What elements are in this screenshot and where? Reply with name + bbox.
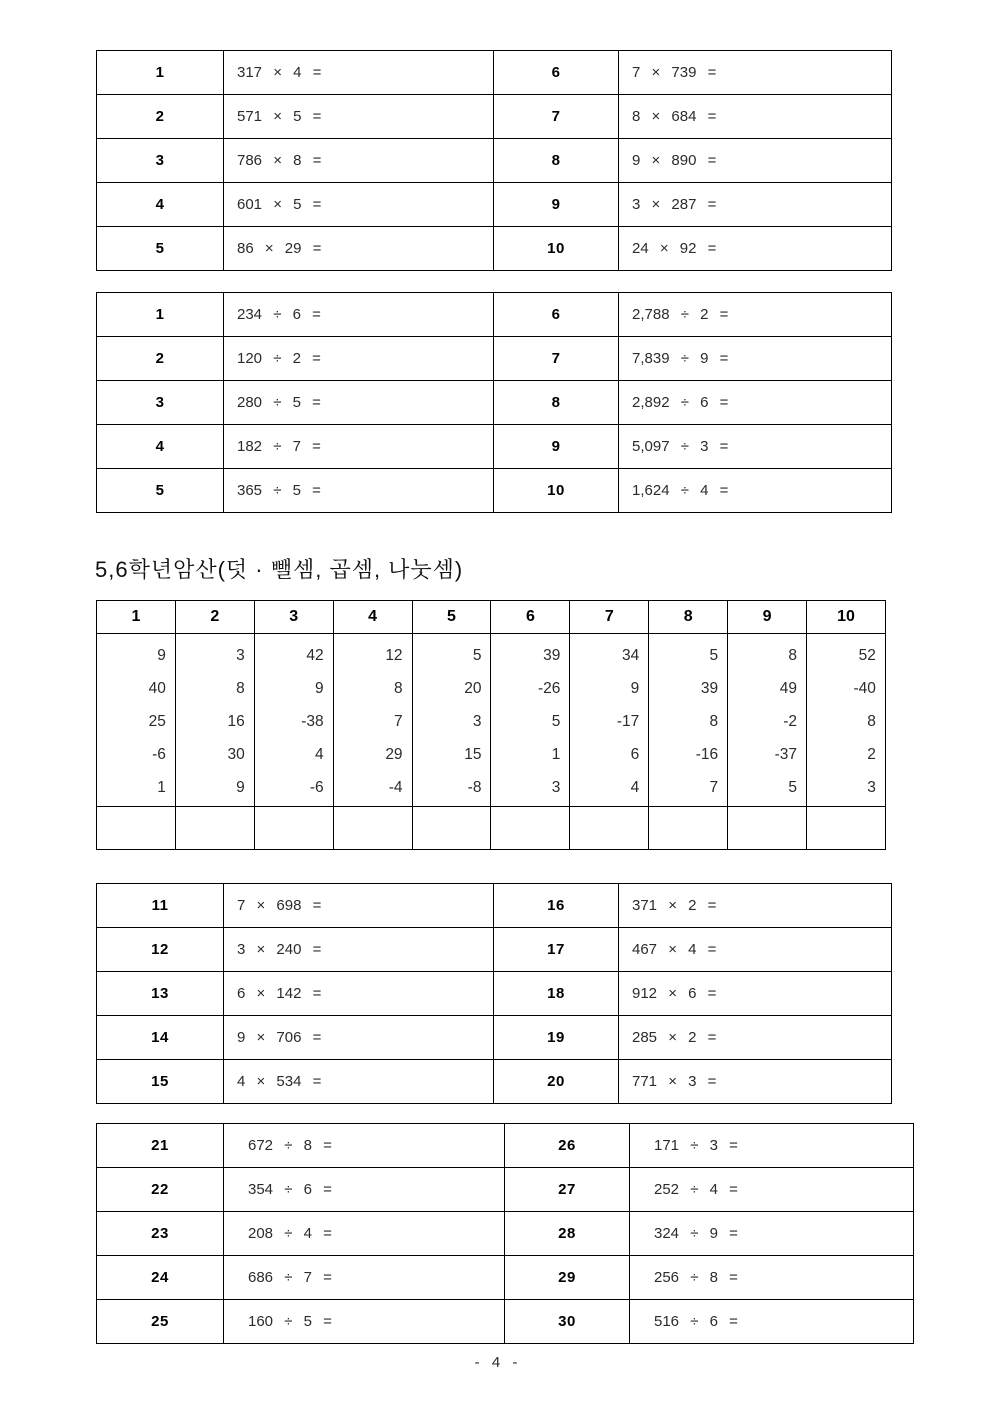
problem-row	[97, 381, 892, 425]
problem-text: 160 ÷ 5 =	[224, 1300, 505, 1344]
grid-column-header: 7	[570, 601, 649, 634]
problem-row	[97, 972, 892, 1016]
grid-number: 39	[700, 680, 719, 697]
grid-number: 5	[551, 713, 561, 730]
problem-text: 354 ÷ 6 =	[224, 1168, 505, 1212]
problem-number: 20	[494, 1060, 619, 1104]
problem-row	[97, 1060, 892, 1104]
problem-text: 7 × 698 =	[224, 884, 494, 928]
grid-number: 1	[157, 779, 166, 796]
problem-row	[97, 1016, 892, 1060]
problem-text: 9 × 706 =	[224, 1016, 494, 1060]
problem-text: 672 ÷ 8 =	[224, 1124, 505, 1168]
grid-number: 39	[543, 647, 561, 664]
problem-number: 11	[97, 884, 224, 928]
problem-text: 256 ÷ 8 =	[630, 1256, 914, 1300]
problem-number: 9	[494, 183, 619, 227]
problem-text: 571 × 5 =	[224, 95, 494, 139]
problem-number: 24	[97, 1256, 224, 1300]
problem-number: 21	[97, 1124, 224, 1168]
grid-number-cell	[412, 634, 491, 807]
problem-number: 6	[494, 51, 619, 95]
problem-row	[97, 139, 892, 183]
grid-number: 49	[779, 680, 798, 697]
grid-column-header: 10	[807, 601, 886, 634]
problem-text: 7,839 ÷ 9 =	[619, 337, 892, 381]
grid-number: 7	[709, 779, 719, 796]
problem-number: 22	[97, 1168, 224, 1212]
problem-row	[97, 1168, 914, 1212]
grid-number: 42	[306, 647, 324, 664]
multiplication-table-11-20	[96, 883, 892, 1104]
problem-row	[97, 51, 892, 95]
grid-number: 25	[148, 713, 166, 730]
grid-number-cell	[570, 634, 649, 807]
mental-math-grid	[96, 600, 886, 850]
problem-text: 1,624 ÷ 4 =	[619, 469, 892, 513]
grid-number: -26	[537, 680, 561, 697]
problem-number: 1	[97, 51, 224, 95]
grid-number: 12	[385, 647, 403, 664]
grid-answer-cell	[97, 807, 176, 850]
grid-number: 52	[858, 647, 876, 664]
grid-number: 9	[630, 680, 640, 697]
division-table-1-10	[96, 292, 892, 513]
grid-number: 5	[788, 779, 798, 796]
problem-text: 3 × 287 =	[619, 183, 892, 227]
grid-number: 20	[464, 680, 482, 697]
problem-text: 365 ÷ 5 =	[224, 469, 494, 513]
grid-number: 34	[621, 647, 640, 664]
problem-text: 601 × 5 =	[224, 183, 494, 227]
problem-number: 26	[505, 1124, 630, 1168]
problem-row	[97, 469, 892, 513]
grid-number: -17	[616, 713, 640, 730]
grid-number: 1	[551, 746, 561, 763]
problem-text: 9 × 890 =	[619, 139, 892, 183]
problem-number: 10	[494, 227, 619, 271]
grid-column-header: 2	[175, 601, 254, 634]
grid-number: 6	[630, 746, 640, 763]
problem-text: 285 × 2 =	[619, 1016, 892, 1060]
grid-number: 9	[157, 647, 166, 664]
grid-number: 15	[464, 746, 482, 763]
grid-number: -4	[388, 779, 403, 796]
grid-number: 3	[867, 779, 876, 796]
grid-number: -2	[783, 713, 798, 730]
problem-text: 371 × 2 =	[619, 884, 892, 928]
page-number: - 4 -	[474, 1354, 518, 1371]
grid-numbers-row	[97, 634, 886, 807]
problem-row	[97, 337, 892, 381]
problem-number: 10	[494, 469, 619, 513]
problem-row	[97, 1212, 914, 1256]
section-heading: 5,6학년암산(덧 · 뺄셈, 곱셈, 나눗셈)	[95, 557, 464, 582]
problem-number: 15	[97, 1060, 224, 1104]
grid-number: 40	[148, 680, 166, 697]
multiplication-table-1-10	[96, 50, 892, 271]
grid-number: 9	[236, 779, 245, 796]
grid-number: -16	[695, 746, 719, 763]
problem-number: 2	[97, 95, 224, 139]
grid-answer-cell	[412, 807, 491, 850]
grid-number: -6	[152, 746, 166, 763]
problem-number: 6	[494, 293, 619, 337]
grid-answer-cell	[649, 807, 728, 850]
problem-number: 17	[494, 928, 619, 972]
problem-text: 86 × 29 =	[224, 227, 494, 271]
grid-answer-cell	[491, 807, 570, 850]
problem-number: 1	[97, 293, 224, 337]
problem-text: 8 × 684 =	[619, 95, 892, 139]
problem-number: 16	[494, 884, 619, 928]
problem-row	[97, 1124, 914, 1168]
problem-row	[97, 928, 892, 972]
grid-number: -8	[467, 779, 482, 796]
problem-row	[97, 183, 892, 227]
grid-number: -6	[309, 779, 324, 796]
grid-answer-cell	[254, 807, 333, 850]
problem-text: 280 ÷ 5 =	[224, 381, 494, 425]
problem-text: 234 ÷ 6 =	[224, 293, 494, 337]
problem-text: 208 ÷ 4 =	[224, 1212, 505, 1256]
grid-number: 8	[788, 647, 798, 664]
problem-number: 4	[97, 183, 224, 227]
grid-number: 30	[227, 746, 245, 763]
problem-text: 3 × 240 =	[224, 928, 494, 972]
problem-number: 8	[494, 381, 619, 425]
problem-number: 3	[97, 381, 224, 425]
grid-number: 2	[867, 746, 876, 763]
grid-number: 3	[472, 713, 482, 730]
problem-number: 28	[505, 1212, 630, 1256]
grid-number: 3	[236, 647, 245, 664]
grid-answer-row	[97, 807, 886, 850]
problem-number: 30	[505, 1300, 630, 1344]
grid-column-header: 4	[333, 601, 412, 634]
problem-text: 516 ÷ 6 =	[630, 1300, 914, 1344]
grid-column-header: 1	[97, 601, 176, 634]
problem-number: 12	[97, 928, 224, 972]
problem-text: 24 × 92 =	[619, 227, 892, 271]
problem-text: 912 × 6 =	[619, 972, 892, 1016]
grid-number: -37	[774, 746, 798, 763]
grid-number: 4	[630, 779, 640, 796]
grid-column-header: 3	[254, 601, 333, 634]
grid-number: 4	[315, 746, 324, 763]
grid-answer-cell	[175, 807, 254, 850]
problem-text: 171 ÷ 3 =	[630, 1124, 914, 1168]
problem-number: 13	[97, 972, 224, 1016]
grid-number: 8	[867, 713, 876, 730]
problem-text: 324 ÷ 9 =	[630, 1212, 914, 1256]
grid-number-cell	[649, 634, 728, 807]
grid-number: -40	[853, 680, 876, 697]
problem-text: 686 ÷ 7 =	[224, 1256, 505, 1300]
grid-answer-cell	[570, 807, 649, 850]
problem-number: 25	[97, 1300, 224, 1344]
problem-number: 23	[97, 1212, 224, 1256]
grid-number: 9	[315, 680, 324, 697]
grid-number-cell	[254, 634, 333, 807]
problem-text: 7 × 739 =	[619, 51, 892, 95]
grid-column-header: 8	[649, 601, 728, 634]
grid-number: 8	[709, 713, 719, 730]
problem-text: 786 × 8 =	[224, 139, 494, 183]
grid-answer-cell	[333, 807, 412, 850]
problem-number: 3	[97, 139, 224, 183]
problem-number: 7	[494, 95, 619, 139]
problem-number: 19	[494, 1016, 619, 1060]
grid-number-cell	[175, 634, 254, 807]
problem-number: 7	[494, 337, 619, 381]
grid-answer-cell	[807, 807, 886, 850]
grid-number: 16	[227, 713, 245, 730]
grid-number-cell	[97, 634, 176, 807]
problem-row	[97, 95, 892, 139]
grid-column-header: 6	[491, 601, 570, 634]
division-table-21-30	[96, 1123, 914, 1344]
problem-number: 29	[505, 1256, 630, 1300]
grid-number-cell	[333, 634, 412, 807]
grid-number-cell	[491, 634, 570, 807]
problem-row	[97, 425, 892, 469]
problem-text: 5,097 ÷ 3 =	[619, 425, 892, 469]
problem-number: 14	[97, 1016, 224, 1060]
grid-column-header: 9	[728, 601, 807, 634]
problem-row	[97, 1256, 914, 1300]
problem-number: 5	[97, 227, 224, 271]
problem-text: 4 × 534 =	[224, 1060, 494, 1104]
problem-row	[97, 293, 892, 337]
problem-text: 2,892 ÷ 6 =	[619, 381, 892, 425]
grid-column-header: 5	[412, 601, 491, 634]
problem-number: 8	[494, 139, 619, 183]
problem-text: 252 ÷ 4 =	[630, 1168, 914, 1212]
problem-text: 771 × 3 =	[619, 1060, 892, 1104]
problem-number: 18	[494, 972, 619, 1016]
grid-header-row	[97, 601, 886, 634]
grid-number: 8	[236, 680, 245, 697]
grid-number: 5	[709, 647, 719, 664]
problem-text: 182 ÷ 7 =	[224, 425, 494, 469]
grid-number: -38	[301, 713, 324, 730]
grid-number: 5	[472, 647, 482, 664]
grid-answer-cell	[728, 807, 807, 850]
problem-number: 4	[97, 425, 224, 469]
grid-number-cell	[807, 634, 886, 807]
grid-number: 29	[385, 746, 403, 763]
grid-number: 7	[393, 713, 403, 730]
problem-row	[97, 884, 892, 928]
problem-number: 5	[97, 469, 224, 513]
problem-text: 6 × 142 =	[224, 972, 494, 1016]
grid-number-cell	[728, 634, 807, 807]
problem-number: 27	[505, 1168, 630, 1212]
problem-text: 2,788 ÷ 2 =	[619, 293, 892, 337]
problem-text: 467 × 4 =	[619, 928, 892, 972]
grid-number: 8	[393, 680, 403, 697]
problem-text: 317 × 4 =	[224, 51, 494, 95]
problem-row	[97, 1300, 914, 1344]
problem-row	[97, 227, 892, 271]
problem-text: 120 ÷ 2 =	[224, 337, 494, 381]
grid-number: 3	[551, 779, 561, 796]
problem-number: 9	[494, 425, 619, 469]
problem-number: 2	[97, 337, 224, 381]
